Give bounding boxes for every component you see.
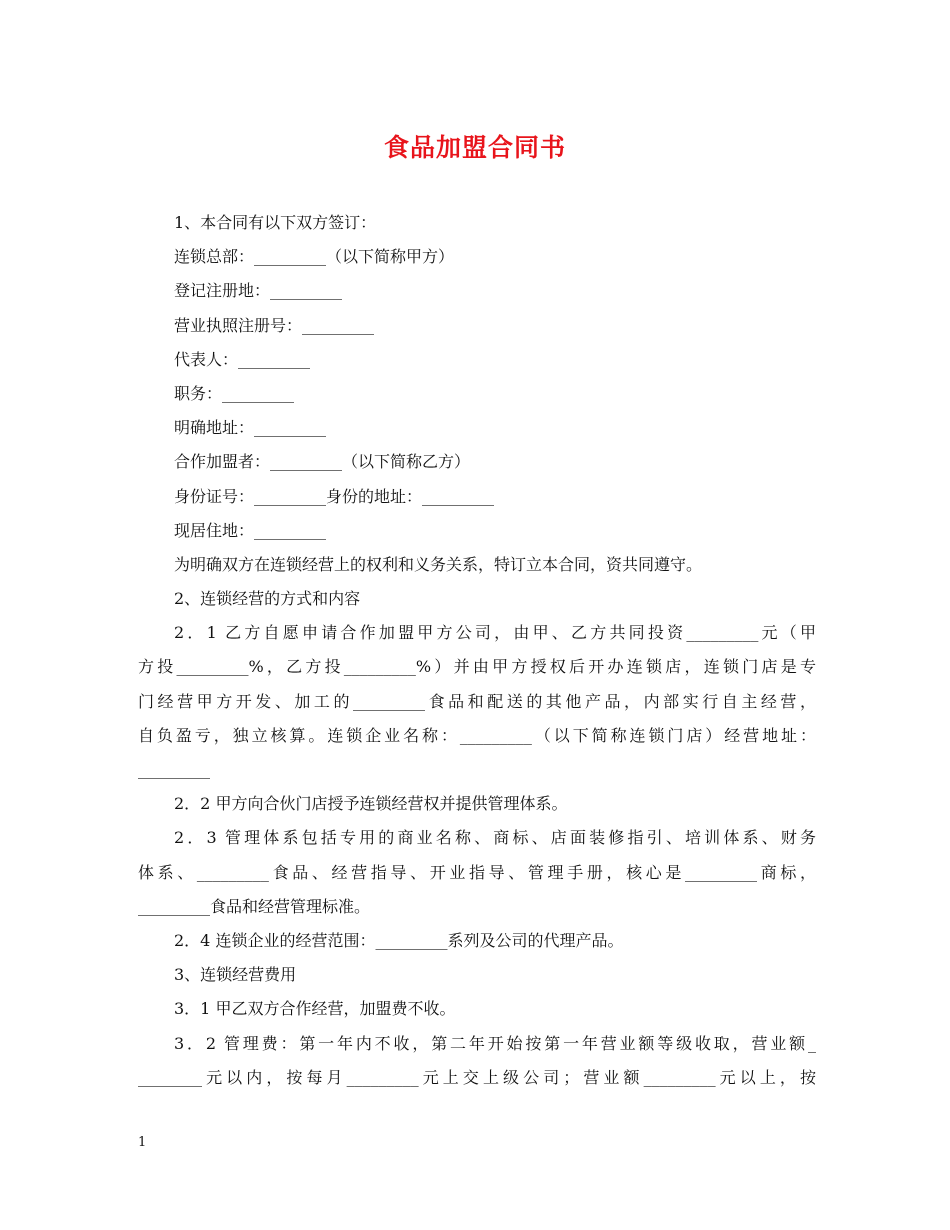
document-line: _________ bbox=[138, 760, 210, 779]
document-line: 3．2 管理费：第一年内不收，第二年开始按第一年营业额等级收取，营业额_ bbox=[174, 1033, 816, 1053]
document-line: 2．3 管理体系包括专用的商业名称、商标、店面装修指引、培训体系、财务 bbox=[174, 828, 816, 848]
document-line: 明确地址：_________ bbox=[174, 418, 327, 438]
document-line: 身份证号：_________身份的地址：_________ bbox=[174, 486, 495, 506]
document-line: 方投_________%，乙方投_________%）并由甲方授权后开办连锁店，连锁门店是专 bbox=[138, 657, 816, 677]
page-number: 1 bbox=[138, 1135, 147, 1150]
document-line: 1、本合同有以下双方签订： bbox=[174, 213, 377, 232]
document-line: ________元以内，按每月_________元上交上级公司；营业额_________元以上，按 bbox=[138, 1067, 816, 1087]
document-line: 连锁总部：_________（以下简称甲方） bbox=[174, 247, 455, 267]
document-line: 登记注册地：_________ bbox=[174, 281, 343, 301]
document-line: 2．1 乙方自愿申请合作加盟甲方公司，由甲、乙方共同投资_________元（甲 bbox=[174, 623, 816, 643]
document-line: 合作加盟者：_________（以下简称乙方） bbox=[174, 452, 471, 472]
document-line: 3．1 甲乙双方合作经营，加盟费不收。 bbox=[174, 999, 456, 1019]
document-body bbox=[138, 206, 816, 1095]
document-line: 2．4 连锁企业的经营范围：_________系列及公司的代理产品。 bbox=[174, 930, 624, 950]
document-line: 3、连锁经营费用 bbox=[174, 965, 297, 985]
document-line: 现居住地：_________ bbox=[174, 520, 327, 540]
document-line: 2．2 甲方向合伙门店授予连锁经营权并提供管理体系。 bbox=[174, 794, 568, 814]
document-line: 为明确双方在连锁经营上的权利和义务关系，特订立本合同，资共同遵守。 bbox=[174, 554, 703, 574]
document-line: 体系、_________食品、经营指导、开业指导、管理手册，核心是_________商标， bbox=[138, 862, 816, 882]
document-line: 代表人：_________ bbox=[174, 349, 311, 369]
document-line: _________食品和经营管理标准。 bbox=[138, 896, 371, 916]
document-line: 2、连锁经营的方式和内容 bbox=[174, 589, 361, 609]
document-line: 自负盈亏，独立核算。连锁企业名称：_________（以下简称连锁门店）经营地址： bbox=[138, 725, 816, 745]
document-title: 食品加盟合同书 bbox=[383, 133, 566, 162]
document-line: 职务：_________ bbox=[174, 383, 295, 403]
document-line: 门经营甲方开发、加工的_________食品和配送的其他产品，内部实行自主经营， bbox=[138, 691, 816, 711]
document-line: 营业执照注册号：_________ bbox=[174, 315, 375, 335]
